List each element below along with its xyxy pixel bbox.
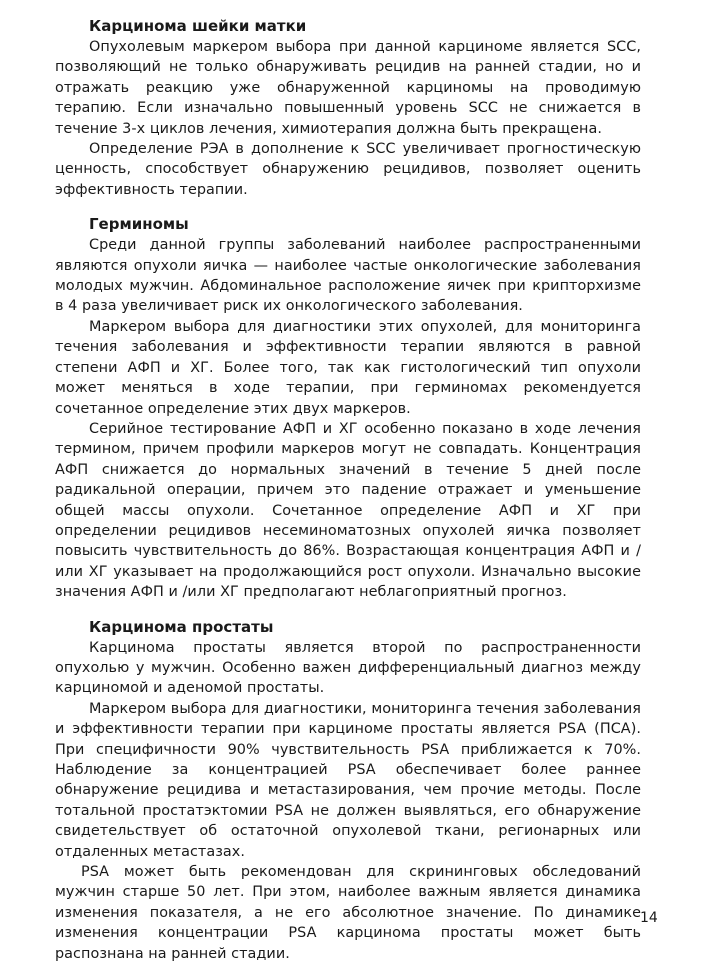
page-number: 14	[640, 910, 658, 926]
paragraph: Маркером выбора для диагностики, мониторинга течения заболевания и эффективности терапии при карциноме простаты является PSA (ПСА). При специфичности 90% чувствительность PSA приближается к 70%. Наблюдение за концентрацией PSA обеспечивает более раннее обнаружение рецидива и метастазирования, чем прочие методы. После тотальной простатэктомии PSA не должен выявляться, его обнаружение свидетельствует об остаточной опухолевой ткани, регионарных или отдаленных метастазах.	[55, 700, 641, 860]
paragraph: Карцинома простаты является второй по распространенности опухолью у мужчин. Особенно важен дифференциальный диагноз между карциномой и аденомой простаты.	[55, 639, 641, 697]
paragraph: PSA может быть рекомендован для скрининговых обследований мужчин старше 50 лет. При этом, наиболее важным является динамика изменения показателя, а не его абсолютное значение. По динамике изменения концентрации PSA карцинома простаты может быть распознана на ранней стадии.	[55, 864, 641, 962]
paragraph: Маркером выбора для диагностики этих опухолей, для мониторинга течения заболевания и эффективности терапии являются в равной степени АФП и ХГ. Более того, так как гистологический тип опухоли может меняться в ходе терапии, при герминомах рекомендуется сочетанное определение этих двух маркеров.	[55, 318, 641, 417]
section-germinomas	[55, 214, 641, 602]
page-body	[55, 16, 641, 978]
section-heading: Герминомы	[89, 215, 189, 234]
paragraph: Серийное тестирование АФП и ХГ особенно показано в ходе лечения термином, причем профили маркеров могут не совпадать. Концентрация АФП снижается до нормальных значений в течение 5 дней после радикальной операции, причем это падение отражает и уменьшение общей массы опухоли. Сочетанное определение АФП и ХГ при определении рецидивов несеминоматозных опухолей яичка позволяет повысить чувствительность до 86%. Возрастающая концентрация АФП и /или ХГ указывает на продолжающийся рост опухоли. Изначально высокие значения АФП и /или ХГ предполагают неблагоприятный прогноз.	[55, 420, 641, 601]
paragraph: Опухолевым маркером выбора при данной карциноме является SCC, позволяющий не только обнаруживать рецидив на ранней стадии, но и отражать реакцию уже обнаруженной карциномы на проводимую терапию. Если изначально повышенный уровень SCC не снижается в течение 3-х циклов лечения, химиотерапия должна быть прекращена.	[55, 39, 641, 137]
section-heading: Карцинома простаты	[89, 617, 274, 636]
paragraph: Среди данной группы заболеваний наиболее распространенными являются опухоли яичка — наиболее частые онкологические заболевания молодых мужчин. Абдоминальное расположение яичек при крипторхизме в 4 раза увеличивает риск их онкологического заболевания.	[55, 237, 641, 315]
section-prostate-carcinoma	[55, 617, 641, 965]
paragraph: Определение РЭА в дополнение к SCC увеличивает прогностическую ценность, способствует обнаружению рецидивов, позволяет оценить эффективность терапии.	[55, 141, 641, 198]
section-cervical-carcinoma	[55, 16, 641, 200]
section-heading: Карцинома шейки матки	[89, 17, 307, 35]
